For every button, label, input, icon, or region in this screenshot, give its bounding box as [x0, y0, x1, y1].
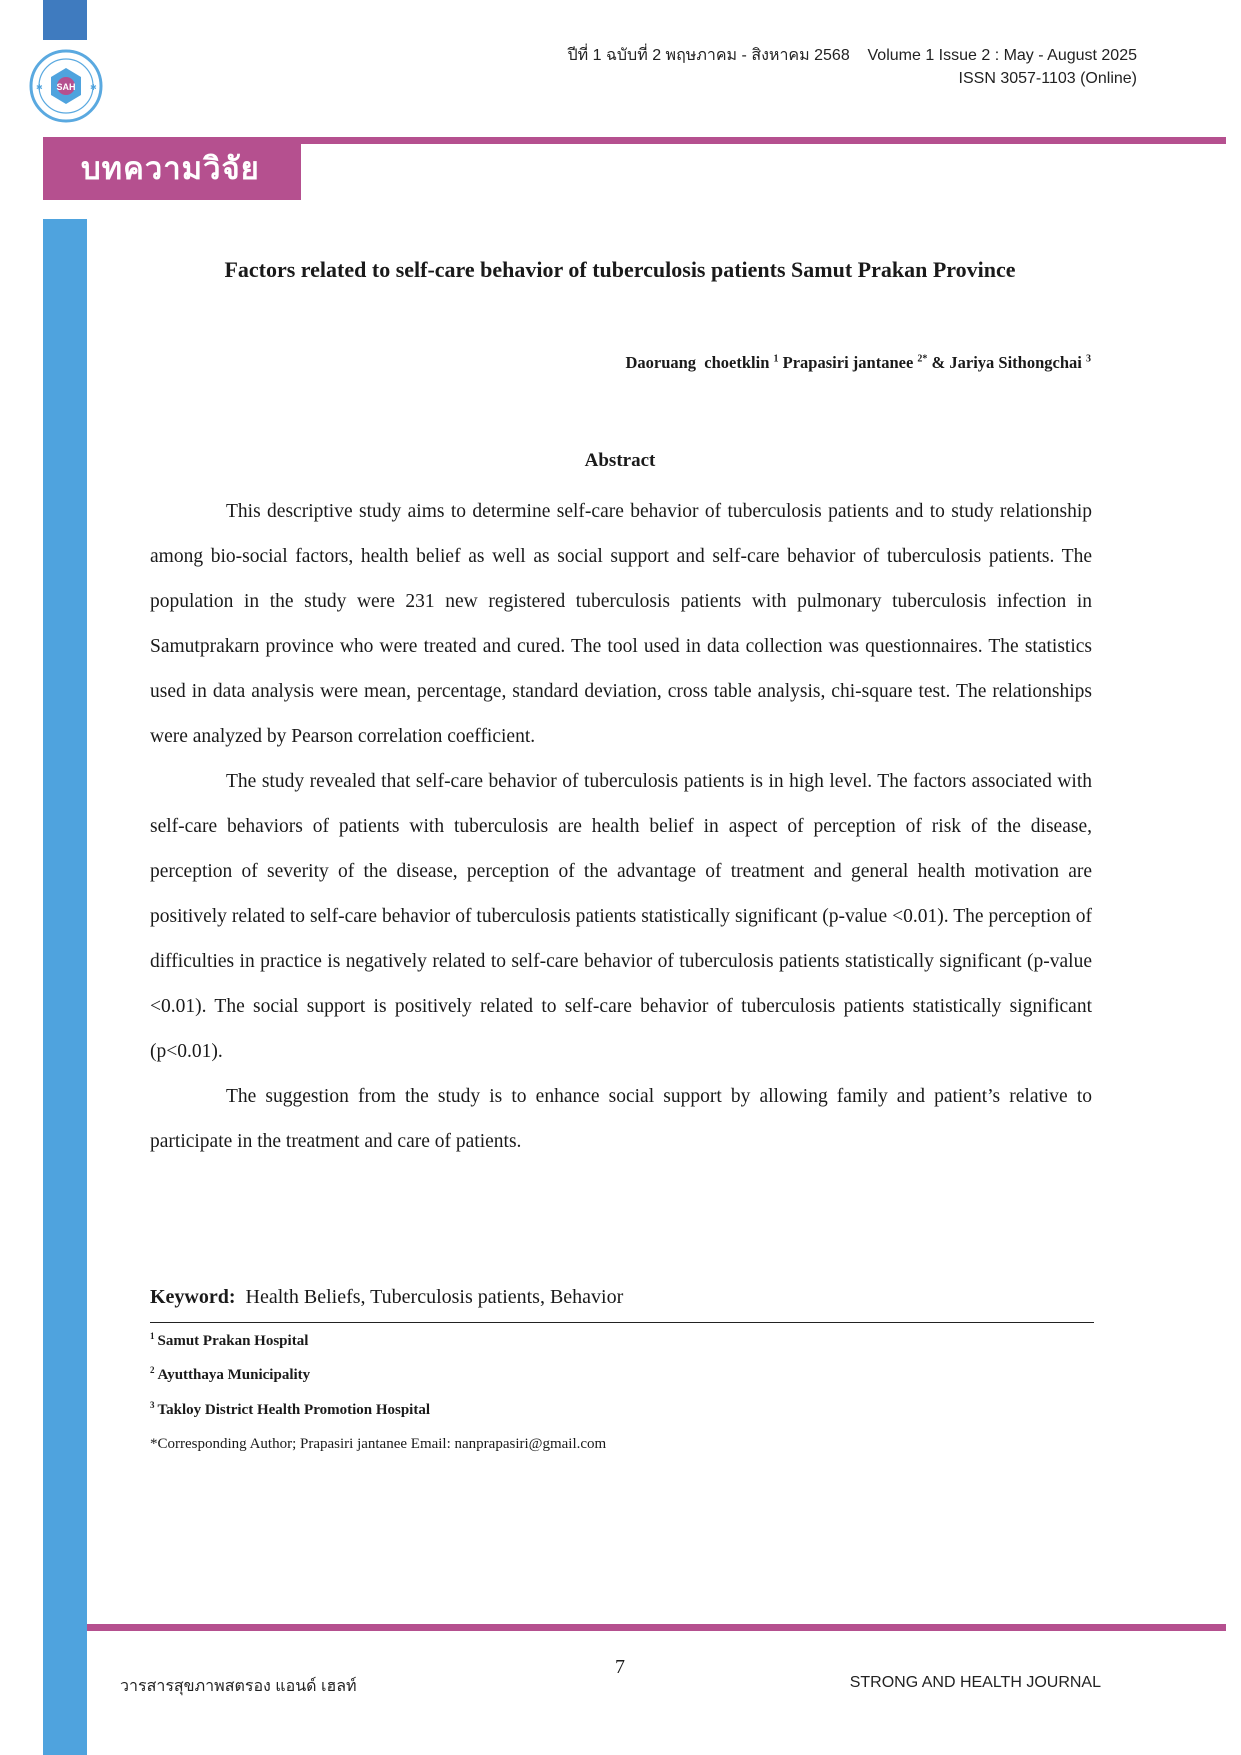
- author-affiliation-mark: 3: [1086, 353, 1091, 365]
- abstract-body: [150, 489, 1092, 1164]
- svg-text:✱: ✱: [36, 83, 43, 92]
- section-label-tab: บทความวิจัย: [43, 137, 301, 200]
- journal-name-thai: วารสารสุขภาพสตรอง แอนด์ เฮลท์: [120, 1678, 357, 1695]
- abstract-heading: Abstract: [584, 450, 656, 471]
- affiliation-name: Ayutthaya Municipality: [157, 1367, 311, 1383]
- author-name: Prapasiri jantanee: [782, 353, 914, 372]
- affiliation-mark: 2: [150, 1365, 155, 1375]
- affiliation-name: Takloy District Health Promotion Hospital: [157, 1402, 431, 1418]
- author-separator: &: [931, 353, 946, 372]
- abstract-paragraph: The suggestion from the study is to enhance social support by allowing family and patient’s relative to participate in the treatment and care of patients.: [150, 1086, 1092, 1152]
- author-list: [625, 353, 1091, 373]
- affiliation-name: Samut Prakan Hospital: [157, 1333, 309, 1349]
- footnote-divider: [150, 1322, 1094, 1323]
- abstract-paragraph: The study revealed that self-care behavior of tuberculosis patients is in high level. The factors associated with self-care behaviors of patients with tuberculosis are health belief in aspect of perception of risk of the disease, perception of severity of the disease, perception of the advantage of treatment and general health motivation are positively related to self-care behavior of tuberculosis patients statistically significant (p-value <0.01). The perception of difficulties in practice is negatively related to self-care behavior of tuberculosis patients statistically significant (p-value <0.01). The social support is positively related to self-care behavior of tuberculosis patients statistically significant (p<0.01).: [150, 771, 1092, 1062]
- affiliation: [150, 1365, 310, 1384]
- keywords: [150, 1286, 623, 1309]
- keywords-label: Keyword:: [150, 1286, 236, 1308]
- keywords-value: Health Beliefs, Tuberculosis patients, Behavior: [245, 1286, 624, 1308]
- affiliation-mark: 3: [150, 1400, 155, 1410]
- author-affiliation-mark: 1: [773, 353, 779, 365]
- svg-text:✱: ✱: [90, 83, 97, 92]
- issue-line: ปีที่ 1 ฉบับที่ 2 พฤษภาคม - สิงหาคม 2568 Volume 1 Issue 2 : May - August 2025: [567, 47, 1137, 64]
- svg-text:SAH: SAH: [56, 82, 76, 92]
- affiliation: [150, 1400, 430, 1419]
- paper-title: Factors related to self-care behavior of tuberculosis patients Samut Prakan Province: [224, 257, 1016, 282]
- abstract-paragraph: This descriptive study aims to determine self-care behavior of tuberculosis patients and to study relationship among bio-social factors, health belief as well as social support and self-care behavior of tuberculosis patients. The population in the study were 231 new registered tuberculosis patients with pulmonary tuberculosis infection in Samutprakarn province who were treated and cured. The tool used in data collection was questionnaires. The statistics used in data analysis were mean, percentage, standard deviation, cross table analysis, chi-square test. The relationships were analyzed by Pearson correlation coefficient.: [150, 501, 1092, 747]
- author-name: Jariya Sithongchai: [949, 353, 1082, 372]
- side-accent-bar: [43, 219, 87, 1755]
- journal-name-english: STRONG AND HEALTH JOURNAL: [849, 1674, 1101, 1691]
- corresponding-author-note: *Corresponding Author; Prapasiri jantanee Email: nanprapasiri@gmail.com: [150, 1436, 607, 1452]
- author-affiliation-mark: 2*: [917, 353, 928, 365]
- affiliation: [150, 1331, 308, 1350]
- page-number: 7: [615, 1656, 625, 1678]
- corner-accent-block: [43, 0, 87, 40]
- footer-divider: [87, 1624, 1226, 1631]
- journal-seal-logo: [28, 48, 104, 124]
- author-name: Daoruang choetklin: [625, 353, 770, 372]
- journal-issue-header: [568, 44, 1138, 90]
- affiliation-mark: 1: [150, 1331, 155, 1341]
- header-divider: [300, 137, 1226, 144]
- issn-line: ISSN 3057-1103 (Online): [958, 70, 1137, 87]
